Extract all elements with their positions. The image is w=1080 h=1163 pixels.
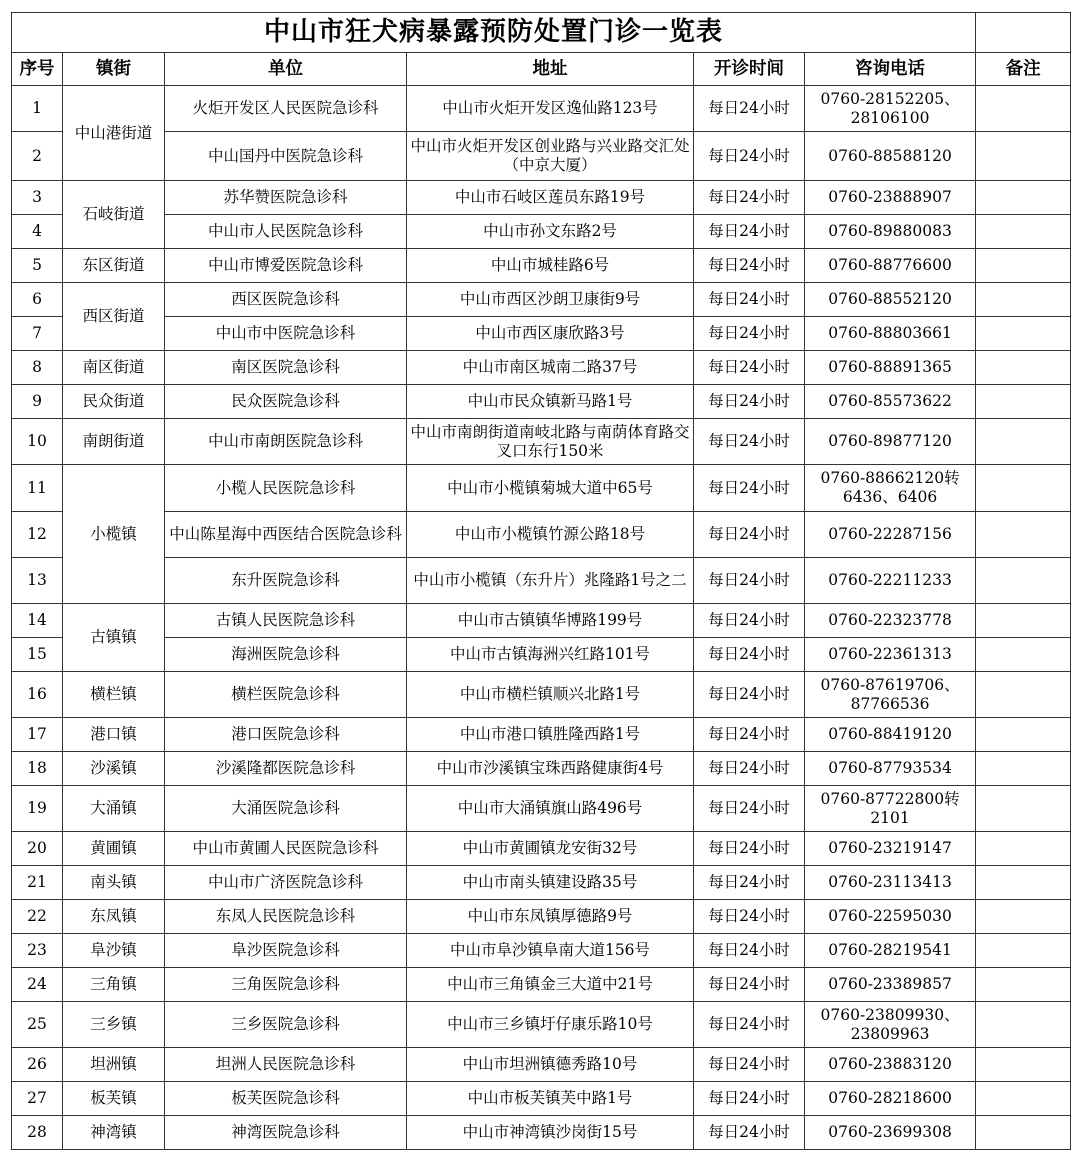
district-cell: 南头镇 [63,866,165,900]
header-hours: 开诊时间 [694,53,805,86]
district-cell: 黄圃镇 [63,832,165,866]
district-cell: 石岐街道 [63,181,165,249]
unit-cell: 中山市博爱医院急诊科 [165,249,407,283]
unit-cell: 中山市广济医院急诊科 [165,866,407,900]
phone-cell: 0760-22323778 [805,604,976,638]
address-cell: 中山市古镇镇华博路199号 [407,604,694,638]
hours-cell: 每日24小时 [694,968,805,1002]
unit-cell: 东凤人民医院急诊科 [165,900,407,934]
table-row [12,1082,1071,1116]
phone-cell: 0760-87793534 [805,752,976,786]
note-cell [976,351,1071,385]
phone-cell: 0760-28219541 [805,934,976,968]
phone-cell: 0760-23809930、23809963 [805,1002,976,1048]
address-cell: 中山市火炬开发区逸仙路123号 [407,86,694,132]
hours-cell: 每日24小时 [694,604,805,638]
address-cell: 中山市沙溪镇宝珠西路健康街4号 [407,752,694,786]
district-cell: 东区街道 [63,249,165,283]
row-number: 19 [12,786,63,832]
phone-cell: 0760-28218600 [805,1082,976,1116]
row-number: 12 [12,512,63,558]
row-number: 26 [12,1048,63,1082]
unit-cell: 中山市中医院急诊科 [165,317,407,351]
phone-cell: 0760-23389857 [805,968,976,1002]
row-number: 16 [12,672,63,718]
row-number: 1 [12,86,63,132]
table-row [12,1048,1071,1082]
note-cell [976,786,1071,832]
district-cell: 阜沙镇 [63,934,165,968]
phone-cell: 0760-88552120 [805,283,976,317]
header-address: 地址 [407,53,694,86]
row-number: 15 [12,638,63,672]
phone-cell: 0760-88419120 [805,718,976,752]
unit-cell: 中山市黄圃人民医院急诊科 [165,832,407,866]
unit-cell: 苏华赞医院急诊科 [165,181,407,215]
table-row [12,672,1071,718]
note-cell [976,465,1071,512]
note-cell [976,638,1071,672]
address-cell: 中山市城桂路6号 [407,249,694,283]
phone-cell: 0760-85573622 [805,385,976,419]
hours-cell: 每日24小时 [694,718,805,752]
unit-cell: 阜沙医院急诊科 [165,934,407,968]
note-cell [976,132,1071,181]
table-row [12,181,1071,215]
unit-cell: 沙溪隆都医院急诊科 [165,752,407,786]
row-number: 18 [12,752,63,786]
table-row [12,465,1071,512]
note-cell [976,604,1071,638]
note-cell [976,181,1071,215]
phone-cell: 0760-88662120转6436、6406 [805,465,976,512]
table-row [12,558,1071,604]
title-blank-cell [976,13,1071,53]
table-row [12,934,1071,968]
row-number: 25 [12,1002,63,1048]
address-cell: 中山市大涌镇旗山路496号 [407,786,694,832]
district-cell: 横栏镇 [63,672,165,718]
hours-cell: 每日24小时 [694,132,805,181]
phone-cell: 0760-22361313 [805,638,976,672]
table-row [12,1002,1071,1048]
district-cell: 板芙镇 [63,1082,165,1116]
hours-cell: 每日24小时 [694,283,805,317]
unit-cell: 中山市人民医院急诊科 [165,215,407,249]
page-title: 中山市狂犬病暴露预防处置门诊一览表 [12,13,976,53]
address-cell: 中山市黄圃镇龙安街32号 [407,832,694,866]
unit-cell: 三乡医院急诊科 [165,1002,407,1048]
phone-cell: 0760-22211233 [805,558,976,604]
row-number: 27 [12,1082,63,1116]
note-cell [976,1048,1071,1082]
header-note: 备注 [976,53,1071,86]
unit-cell: 中山市南朗医院急诊科 [165,419,407,465]
note-cell [976,832,1071,866]
district-cell: 神湾镇 [63,1116,165,1150]
hours-cell: 每日24小时 [694,672,805,718]
phone-cell: 0760-23888907 [805,181,976,215]
unit-cell: 东升医院急诊科 [165,558,407,604]
table-row [12,968,1071,1002]
hours-cell: 每日24小时 [694,900,805,934]
district-cell: 南区街道 [63,351,165,385]
district-cell: 三乡镇 [63,1002,165,1048]
table-row [12,132,1071,181]
table-row [12,1116,1071,1150]
address-cell: 中山市板芙镇芙中路1号 [407,1082,694,1116]
district-cell: 中山港街道 [63,86,165,181]
note-cell [976,419,1071,465]
unit-cell: 民众医院急诊科 [165,385,407,419]
note-cell [976,512,1071,558]
table-row [12,351,1071,385]
table-row [12,317,1071,351]
table-row [12,283,1071,317]
phone-cell: 0760-89877120 [805,419,976,465]
phone-cell: 0760-22595030 [805,900,976,934]
hours-cell: 每日24小时 [694,558,805,604]
note-cell [976,1116,1071,1150]
note-cell [976,86,1071,132]
table-row [12,249,1071,283]
header-phone: 咨询电话 [805,53,976,86]
row-number: 3 [12,181,63,215]
address-cell: 中山市南朗街道南岐北路与南荫体育路交叉口东行150米 [407,419,694,465]
note-cell [976,752,1071,786]
unit-cell: 中山陈星海中西医结合医院急诊科 [165,512,407,558]
hours-cell: 每日24小时 [694,249,805,283]
note-cell [976,672,1071,718]
district-cell: 大涌镇 [63,786,165,832]
table-row [12,385,1071,419]
note-cell [976,1082,1071,1116]
unit-cell: 南区医院急诊科 [165,351,407,385]
table-row [12,786,1071,832]
hours-cell: 每日24小时 [694,1002,805,1048]
row-number: 22 [12,900,63,934]
district-cell: 港口镇 [63,718,165,752]
clinic-table [11,12,1071,1150]
table-row [12,512,1071,558]
hours-cell: 每日24小时 [694,465,805,512]
unit-cell: 神湾医院急诊科 [165,1116,407,1150]
header-unit: 单位 [165,53,407,86]
table-row [12,604,1071,638]
row-number: 20 [12,832,63,866]
hours-cell: 每日24小时 [694,752,805,786]
table-row [12,638,1071,672]
district-cell: 西区街道 [63,283,165,351]
phone-cell: 0760-88891365 [805,351,976,385]
hours-cell: 每日24小时 [694,512,805,558]
address-cell: 中山市小榄镇菊城大道中65号 [407,465,694,512]
unit-cell: 板芙医院急诊科 [165,1082,407,1116]
table-row [12,752,1071,786]
table-row [12,419,1071,465]
note-cell [976,1002,1071,1048]
unit-cell: 中山国丹中医院急诊科 [165,132,407,181]
note-cell [976,866,1071,900]
phone-cell: 0760-23113413 [805,866,976,900]
unit-cell: 古镇人民医院急诊科 [165,604,407,638]
row-number: 14 [12,604,63,638]
address-cell: 中山市小榄镇竹源公路18号 [407,512,694,558]
unit-cell: 三角医院急诊科 [165,968,407,1002]
district-cell: 三角镇 [63,968,165,1002]
unit-cell: 小榄人民医院急诊科 [165,465,407,512]
row-number: 4 [12,215,63,249]
row-number: 6 [12,283,63,317]
address-cell: 中山市三角镇金三大道中21号 [407,968,694,1002]
unit-cell: 海洲医院急诊科 [165,638,407,672]
address-cell: 中山市东凤镇厚德路9号 [407,900,694,934]
note-cell [976,385,1071,419]
row-number: 13 [12,558,63,604]
header-district: 镇街 [63,53,165,86]
hours-cell: 每日24小时 [694,866,805,900]
hours-cell: 每日24小时 [694,351,805,385]
table-row [12,900,1071,934]
address-cell: 中山市坦洲镇德秀路10号 [407,1048,694,1082]
note-cell [976,283,1071,317]
phone-cell: 0760-87619706、87766536 [805,672,976,718]
district-cell: 小榄镇 [63,465,165,604]
note-cell [976,934,1071,968]
unit-cell: 西区医院急诊科 [165,283,407,317]
district-cell: 坦洲镇 [63,1048,165,1082]
unit-cell: 坦洲人民医院急诊科 [165,1048,407,1082]
address-cell: 中山市南头镇建设路35号 [407,866,694,900]
note-cell [976,249,1071,283]
district-cell: 民众街道 [63,385,165,419]
unit-cell: 火炬开发区人民医院急诊科 [165,86,407,132]
hours-cell: 每日24小时 [694,1048,805,1082]
hours-cell: 每日24小时 [694,419,805,465]
phone-cell: 0760-87722800转2101 [805,786,976,832]
address-cell: 中山市南区城南二路37号 [407,351,694,385]
row-number: 5 [12,249,63,283]
hours-cell: 每日24小时 [694,86,805,132]
phone-cell: 0760-28152205、28106100 [805,86,976,132]
row-number: 21 [12,866,63,900]
header-no: 序号 [12,53,63,86]
table-row [12,832,1071,866]
table-row [12,86,1071,132]
hours-cell: 每日24小时 [694,786,805,832]
hours-cell: 每日24小时 [694,934,805,968]
unit-cell: 横栏医院急诊科 [165,672,407,718]
district-cell: 古镇镇 [63,604,165,672]
row-number: 7 [12,317,63,351]
row-number: 8 [12,351,63,385]
phone-cell: 0760-89880083 [805,215,976,249]
address-cell: 中山市三乡镇圩仔康乐路10号 [407,1002,694,1048]
hours-cell: 每日24小时 [694,832,805,866]
district-cell: 东凤镇 [63,900,165,934]
note-cell [976,968,1071,1002]
hours-cell: 每日24小时 [694,638,805,672]
note-cell [976,215,1071,249]
address-cell: 中山市神湾镇沙岗街15号 [407,1116,694,1150]
hours-cell: 每日24小时 [694,1082,805,1116]
hours-cell: 每日24小时 [694,385,805,419]
table-row [12,718,1071,752]
table-row [12,866,1071,900]
address-cell: 中山市火炬开发区创业路与兴业路交汇处（中京大厦） [407,132,694,181]
phone-cell: 0760-22287156 [805,512,976,558]
unit-cell: 大涌医院急诊科 [165,786,407,832]
phone-cell: 0760-88776600 [805,249,976,283]
hours-cell: 每日24小时 [694,215,805,249]
address-cell: 中山市西区康欣路3号 [407,317,694,351]
address-cell: 中山市民众镇新马路1号 [407,385,694,419]
district-cell: 南朗街道 [63,419,165,465]
address-cell: 中山市横栏镇顺兴北路1号 [407,672,694,718]
table-row [12,215,1071,249]
unit-cell: 港口医院急诊科 [165,718,407,752]
phone-cell: 0760-23883120 [805,1048,976,1082]
row-number: 23 [12,934,63,968]
row-number: 2 [12,132,63,181]
address-cell: 中山市古镇海洲兴红路101号 [407,638,694,672]
address-cell: 中山市孙文东路2号 [407,215,694,249]
hours-cell: 每日24小时 [694,1116,805,1150]
address-cell: 中山市小榄镇（东升片）兆隆路1号之二 [407,558,694,604]
hours-cell: 每日24小时 [694,181,805,215]
district-cell: 沙溪镇 [63,752,165,786]
note-cell [976,558,1071,604]
row-number: 11 [12,465,63,512]
note-cell [976,317,1071,351]
address-cell: 中山市石岐区莲员东路19号 [407,181,694,215]
phone-cell: 0760-88588120 [805,132,976,181]
row-number: 24 [12,968,63,1002]
hours-cell: 每日24小时 [694,317,805,351]
row-number: 9 [12,385,63,419]
phone-cell: 0760-88803661 [805,317,976,351]
row-number: 10 [12,419,63,465]
header-row [12,53,1071,86]
address-cell: 中山市西区沙朗卫康街9号 [407,283,694,317]
phone-cell: 0760-23699308 [805,1116,976,1150]
note-cell [976,718,1071,752]
address-cell: 中山市阜沙镇阜南大道156号 [407,934,694,968]
row-number: 17 [12,718,63,752]
row-number: 28 [12,1116,63,1150]
address-cell: 中山市港口镇胜隆西路1号 [407,718,694,752]
note-cell [976,900,1071,934]
phone-cell: 0760-23219147 [805,832,976,866]
